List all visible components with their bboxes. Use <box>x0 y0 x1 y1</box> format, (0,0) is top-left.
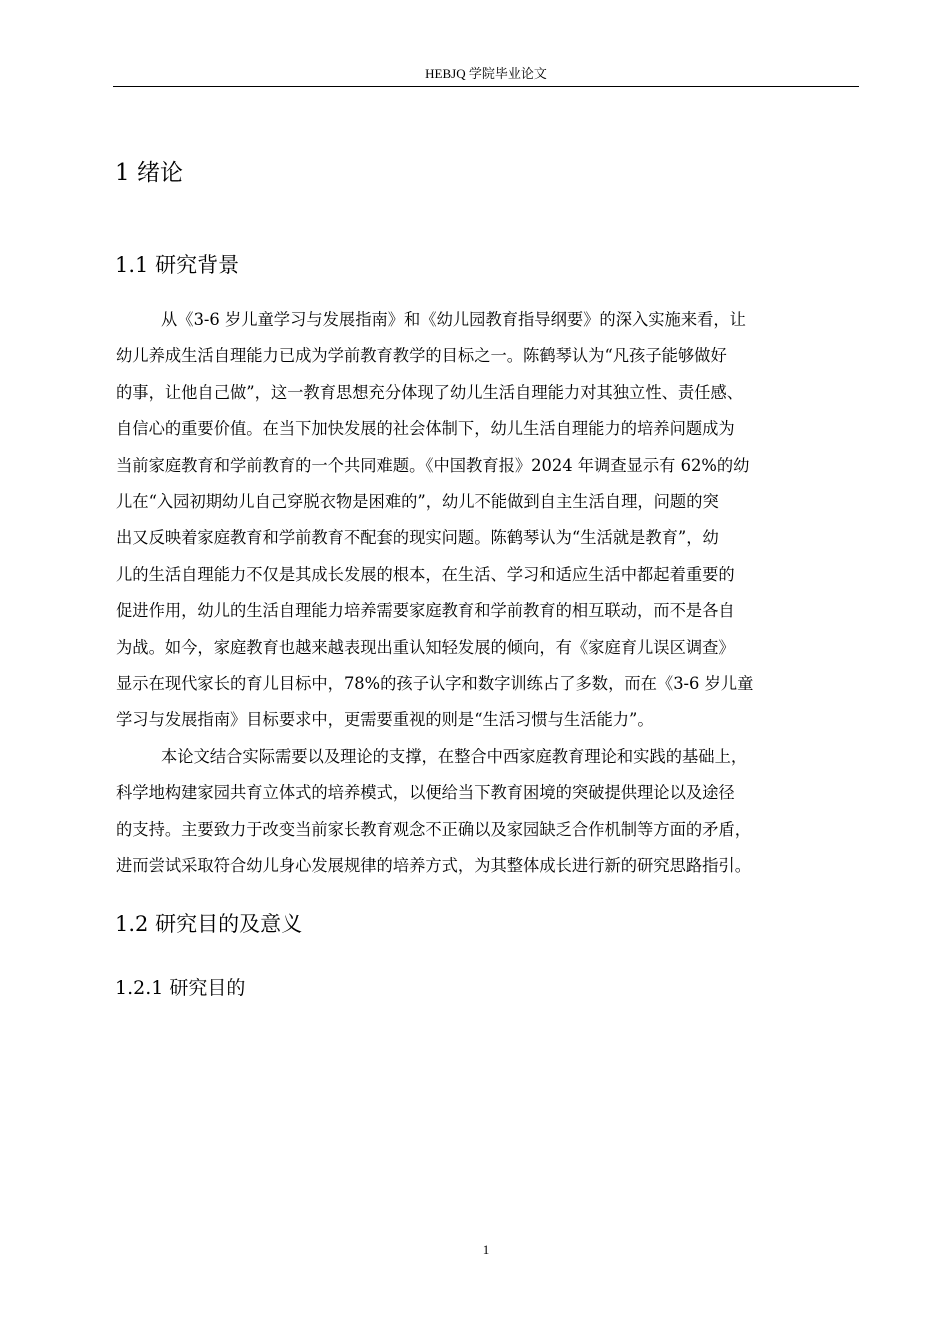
paragraph-thesis-purpose <box>116 739 860 885</box>
section-title-1-1: 1.1 研究背景 <box>115 253 240 277</box>
section-title-1-2: 1.2 研究目的及意义 <box>115 912 303 936</box>
paragraph-line: 学习与发展指南》目标要求中，更需要重视的则是“生活习惯与生活能力”。 <box>116 710 654 730</box>
paragraph-line: 的支持。主要致力于改变当前家长教育观念不正确以及家园缺乏合作机制等方面的矛盾， <box>116 819 751 839</box>
paragraph-line: 儿在“入园初期幼儿自己穿脱衣物是困难的”，幼儿不能做到自主生活自理，问题的突 <box>116 492 719 512</box>
paragraph-line: 本论文结合实际需要以及理论的支撑，在整合中西家庭教育理论和实践的基础上， <box>161 747 748 766</box>
paragraph-line: 当前家庭教育和学前教育的一个共同难题。《中国教育报》2024 年调查显示有 62%的幼 <box>116 455 750 475</box>
paragraph-research-background <box>116 302 860 739</box>
paragraph-line: 为战。如今，家庭教育也越来越表现出重认知轻发展的倾向，有《家庭育儿误区调查》 <box>116 637 735 657</box>
paragraph-line: 出又反映着家庭教育和学前教育不配套的现实问题。陈鹤琴认为“生活就是教育”，幼 <box>116 528 719 548</box>
paragraph-line: 科学地构建家园共育立体式的培养模式，以便给当下教育困境的突破提供理论以及途径 <box>116 783 735 803</box>
paragraph-line: 显示在现代家长的育儿目标中，78%的孩子认字和数字训练占了多数，而在《3-6 岁儿童 <box>116 674 754 694</box>
paragraph-line: 的事，让他自己做”，这一教育思想充分体现了幼儿生活自理能力对其独立性、责任感、 <box>116 382 744 402</box>
page-number: 1 <box>482 1242 490 1257</box>
page-header-title: HEBJQ 学院毕业论文 <box>425 66 547 81</box>
subsection-title-1-2-1: 1.2.1 研究目的 <box>115 977 246 999</box>
paragraph-line: 自信心的重要价值。在当下加快发展的社会体制下，幼儿生活自理能力的培养问题成为 <box>116 419 735 439</box>
paragraph-line: 进而尝试采取符合幼儿身心发展规律的培养方式，为其整体成长进行新的研究思路指引。 <box>116 856 751 876</box>
paragraph-line: 从《3-6 岁儿童学习与发展指南》和《幼儿园教育指导纲要》的深入实施来看，让 <box>161 310 746 329</box>
header-divider <box>113 86 859 87</box>
paragraph-line: 促进作用，幼儿的生活自理能力培养需要家庭教育和学前教育的相互联动，而不是各自 <box>116 601 735 621</box>
paragraph-line: 儿的生活自理能力不仅是其成长发展的根本，在生活、学习和适应生活中都起着重要的 <box>116 564 735 584</box>
paragraph-line: 幼儿养成生活自理能力已成为学前教育教学的目标之一。陈鹤琴认为“凡孩子能够做好 <box>116 346 727 366</box>
chapter-title: 1 绪论 <box>115 160 183 186</box>
